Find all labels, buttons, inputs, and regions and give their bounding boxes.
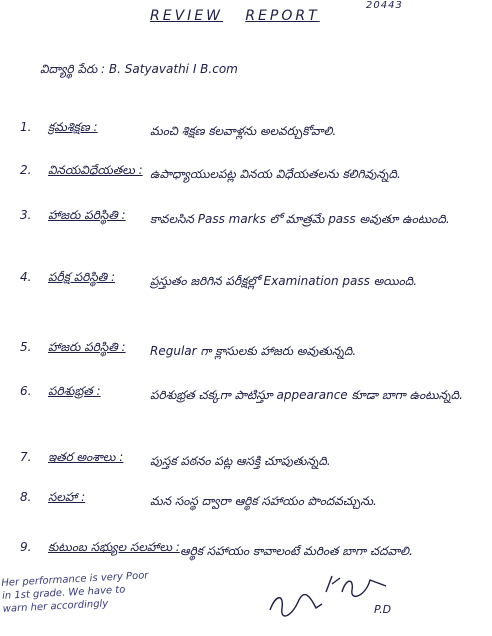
student-name-line: విద్యార్థి పేరు : B. Satyavathi I B.com	[40, 62, 238, 76]
row-number: 4.	[20, 270, 32, 284]
title-report: REPORT	[245, 8, 320, 24]
principal-signature-label: P.D	[374, 603, 392, 616]
row-number: 8.	[20, 490, 32, 504]
row-label: ఇతర అంశాలు :	[48, 450, 124, 464]
row-label: పరీక్ష పరిస్థితి :	[48, 270, 116, 284]
row-label: హాజరు పరిస్థితి :	[48, 208, 126, 222]
row-value: మన సంస్థ ద్వారా ఆర్థిక సహాయం పొందవచ్చును.	[150, 494, 377, 508]
page-title	[150, 8, 320, 24]
row-label: పరిశుభ్రత :	[48, 384, 101, 398]
signature-mark	[322, 570, 392, 600]
row-number: 3.	[20, 208, 32, 222]
row-number: 9.	[20, 540, 32, 554]
row-value: కావలసిన Pass marks లో మాత్రమే pass అవుతూ ఉంటుంది.	[150, 212, 450, 226]
row-value: ప్రస్తుతం జరిగిన పరీక్షల్లో Examination pass అయింది.	[150, 274, 418, 288]
row-value: పుస్తక పఠనం పట్ల ఆసక్తి చూపుతున్నది.	[150, 454, 331, 468]
corner-note: 20443	[366, 0, 403, 11]
row-value: పరిశుభ్రత చక్కగా పాటిస్తూ appearance కూడా బాగా ఉంటున్నది.	[150, 388, 463, 402]
row-number: 5.	[20, 340, 32, 354]
row-label: హాజరు పరిస్థితి :	[48, 340, 126, 354]
row-value: Regular గా క్లాసులకు హాజరు అవుతున్నది.	[150, 344, 357, 358]
row-number: 1.	[20, 120, 32, 134]
row-number: 2.	[20, 163, 32, 177]
row-value: ఉపాధ్యాయులపట్ల వినయ విధేయతలను కలిగివున్నది.	[150, 167, 401, 181]
row-label: క్రమశిక్షణ :	[48, 120, 98, 134]
row-value: మంచి శిక్షణ కలవాళ్లను అలవర్చుకోవాలి.	[150, 124, 337, 138]
row-label: వినయవిధేయతలు :	[48, 163, 143, 177]
row-value: ఆర్థిక సహాయం కావాలంటే మరింత బాగా చదవాలి.	[180, 544, 413, 558]
row-number: 7.	[20, 450, 32, 464]
row-label: సలహా :	[48, 490, 86, 504]
row-label: కుటుంబ సభ్యుల సలహాలు :	[48, 540, 180, 554]
teacher-remark: Her performance is very Poor in 1st grade. We have to warn her accordingly	[1, 570, 149, 615]
title-review: REVIEW	[150, 8, 223, 24]
row-number: 6.	[20, 384, 32, 398]
signature-mark	[266, 590, 326, 620]
